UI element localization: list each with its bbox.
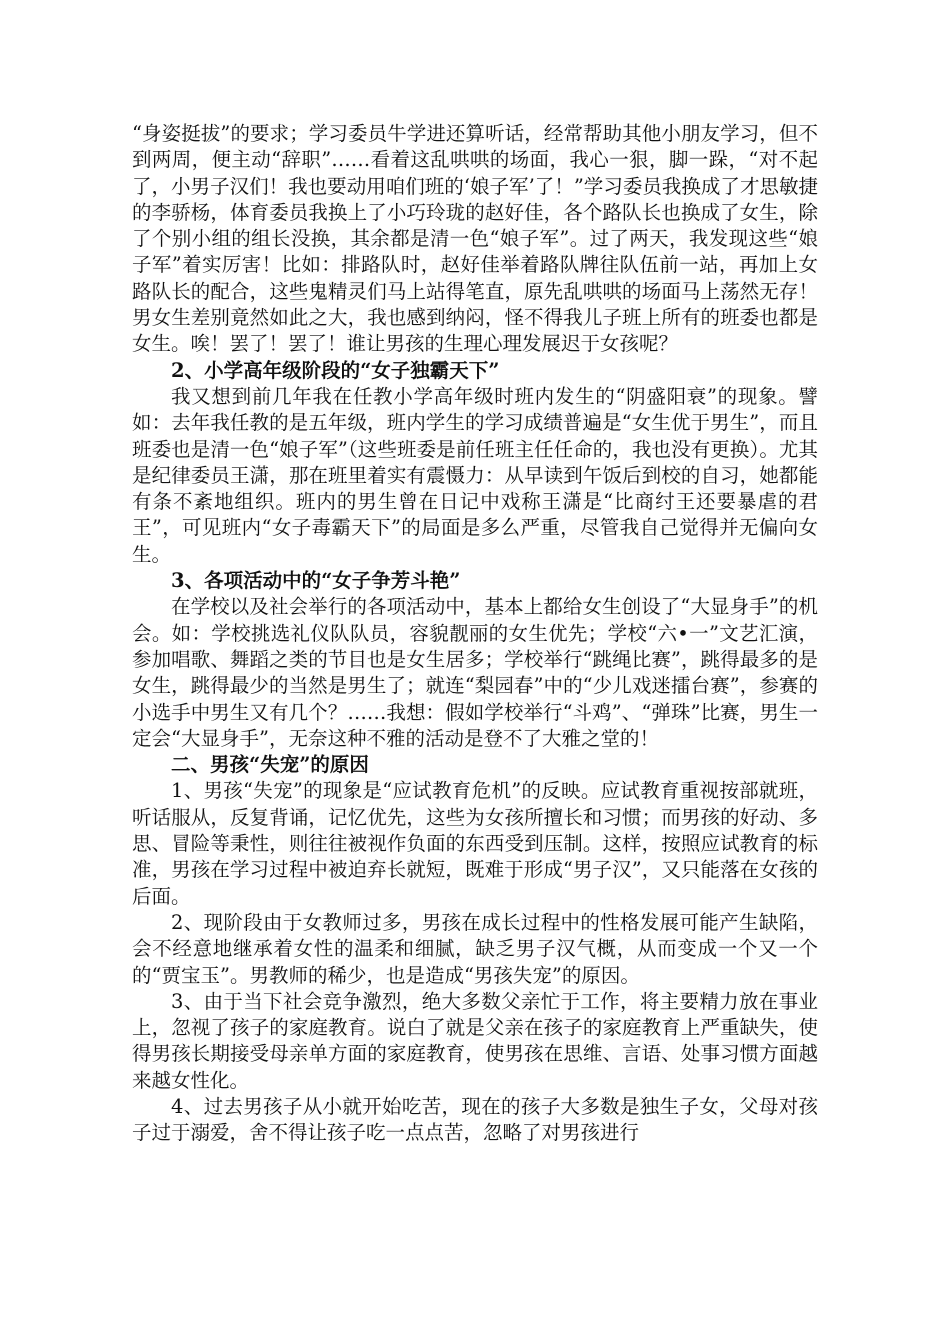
paragraph-continuation: “身姿挺拔”的要求；学习委员牛学进还算听话，经常帮助其他小朋友学习，但不到两周，便主动“辞职”……看着这乱哄哄的场面，我心一狠，脚一跺，“对不起了，小男子汉们！我也要动用咱们班的‘娘子军’了！”学习委员我换成了才思敏捷的李骄杨，体育委员我换上了小巧玲珑的赵好佳，各个路队长也换成了女生，除了个别小组的组长没换，其余都是清一色“娘子军”。过了两天，我发现这些“娘子军”着实厉害！比如：排路队时，赵好佳举着路队牌往队伍前一站，再加上女路队长的配合，这些鬼精灵们马上站得笔直，原先乱哄哄的场面马上荡然无存！男女生差别竟然如此之大，我也感到纳闷，怪不得我儿子班上所有的班委也都是女生。唉！罢了！罢了！谁让男孩的生理心理发展迟于女孩呢？ xyxy=(132,122,818,356)
paragraph-body: 在学校以及社会举行的各项活动中，基本上都给女生创设了“大显身手”的机会。如：学校挑选礼仪队队员，容貌靓丽的女生优先；学校“六•一”文艺汇演，参加唱歌、舞蹈之类的节目也是女生居多；学校举行“跳绳比赛”，跳得最多的是女生，跳得最少的当然是男生了；就连“梨园春”中的“少儿戏迷擂台赛”，参赛的小选手中男生又有几个？……我想：假如学校举行“斗鸡”、“弹珠”比赛，男生一定会“大显身手”，无奈这种不雅的活动是登不了大雅之堂的！ xyxy=(132,595,818,750)
document-page xyxy=(132,121,818,1147)
paragraph-body: 4、过去男孩子从小就开始吃苦，现在的孩子大多数是独生子女，父母对孩子过于溺爱，舍不得让孩子吃一点点苦，忽略了对男孩进行 xyxy=(132,1094,818,1145)
paragraph-body: 2、现阶段由于女教师过多，男孩在成长过程中的性格发展可能产生缺陷，会不经意地继承着女性的温柔和细腻，缺乏男子汉气概，从而变成一个又一个的“贾宝玉”。男教师的稀少，也是造成“男孩失宠”的原因。 xyxy=(132,910,818,987)
section-heading-3: 3、各项活动中的“女子争芳斗艳” xyxy=(171,569,461,593)
paragraph-body: 3、由于当下社会竞争激烈，绝大多数父亲忙于工作，将主要精力放在事业上，忽视了孩子的家庭教育。说白了就是父亲在孩子的家庭教育上严重缺失，使得男孩长期接受母亲单方面的家庭教育，使男孩在思维、言语、处事习惯方面越来越女性化。 xyxy=(132,989,818,1092)
paragraph-body: 我又想到前几年我在任教小学高年级时班内发生的“阴盛阳衰”的现象。譬如：去年我任教的是五年级，班内学生的学习成绩普遍是“女生优于男生”，而且班委也是清一色“娘子军”（这些班委是前任班主任任命的，我也没有更换）。尤其是纪律委员王潇，那在班里着实有震慑力：从早读到午饭后到校的自习，她都能有条不紊地组织。班内的男生曾在日记中戏称王潇是“比商纣王还要暴虐的君王”，可见班内“女子毒霸天下”的局面是多么严重，尽管我自己觉得并无偏向女生。 xyxy=(132,384,818,566)
section-heading-reasons: 二、男孩“失宠”的原因 xyxy=(171,753,369,777)
section-heading-2: 2、小学高年级阶段的“女子独霸天下” xyxy=(171,358,500,382)
paragraph-body: 1、男孩“失宠”的现象是“应试教育危机”的反映。应试教育重视按部就班，听话服从，反复背诵，记忆优先，这些为女孩所擅长和习惯；而男孩的好动、多思、冒险等秉性，则往往被视作负面的东西受到压制。这样，按照应试教育的标准，男孩在学习过程中被迫弃长就短，既难于形成“男子汉”，又只能落在女孩的后面。 xyxy=(132,779,818,908)
